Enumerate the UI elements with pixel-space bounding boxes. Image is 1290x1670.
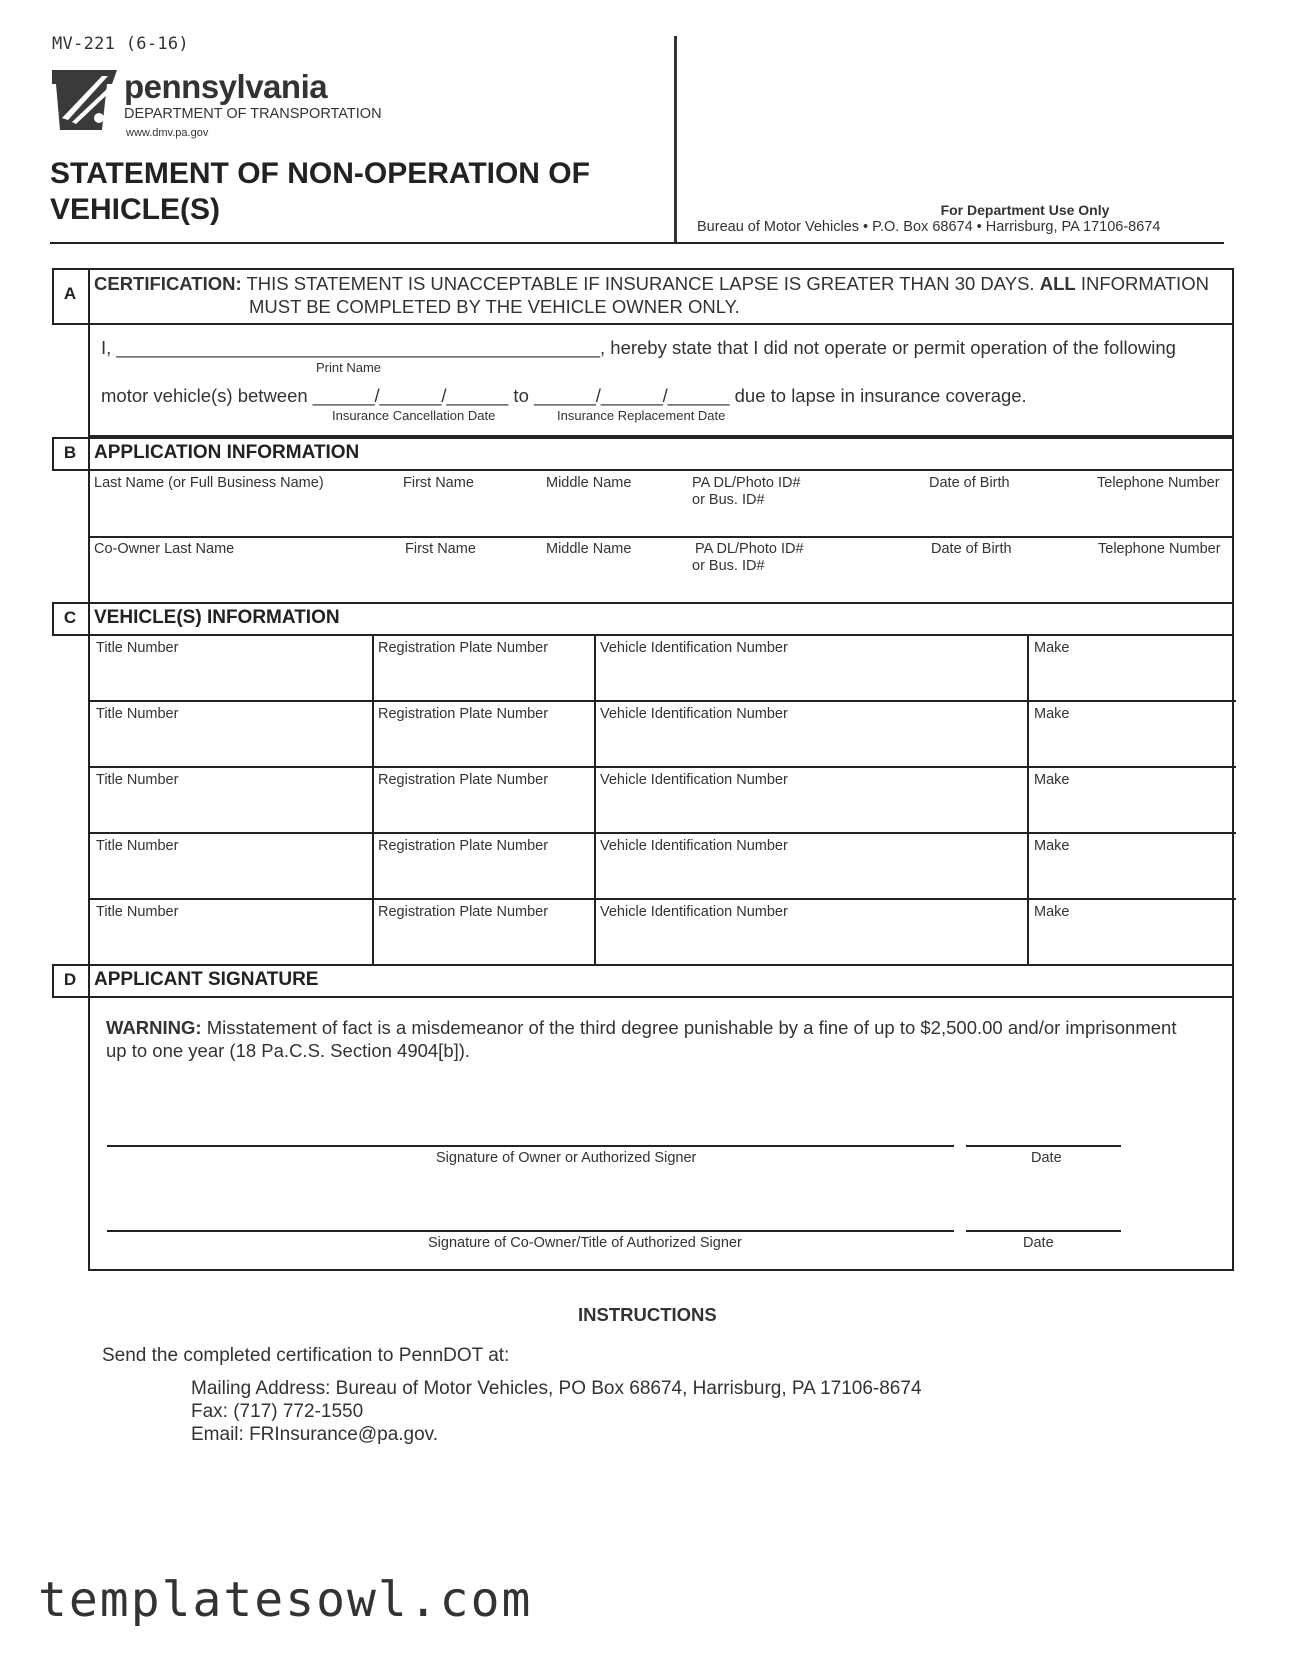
warning-label: WARNING: [106,1017,202,1038]
print-name-label: Print Name [316,360,382,375]
vin-column-divider [1027,634,1029,966]
section-b-letter: B [63,443,77,462]
instructions-email[interactable]: Email: FRInsurance@pa.gov. [191,1424,439,1445]
title-number-field[interactable]: Title Number [96,838,179,854]
section-a-divider [88,323,1234,325]
plate-number-field[interactable]: Registration Plate Number [378,838,549,854]
form-title [50,156,610,228]
owner-date-label: Date [1031,1150,1062,1166]
vin-field[interactable]: Vehicle Identification Number [600,838,788,854]
coowner-signature-label: Signature of Co-Owner/Title of Authorized Signer [428,1235,742,1251]
form-title-line1: STATEMENT OF NON-OPERATION OF [50,157,590,190]
brand-website: www.dmv.pa.gov [126,127,209,139]
coowner-date-label: Date [1023,1235,1054,1251]
certification-information: INFORMATION [1075,273,1209,294]
plate-column-divider [594,634,596,966]
section-c-right-border [1232,634,1234,966]
warning-text [106,1017,1176,1039]
form-title-line2: VEHICLE(S) [50,193,221,226]
vehicle-row-divider [88,766,1236,768]
coowner-date-line[interactable] [966,1230,1121,1232]
certification-body: THIS STATEMENT IS UNACCEPTABLE IF INSURANCE LAPSE IS GREATER THAN 30 DAYS. [241,273,1040,294]
coowner-dl-field[interactable]: PA DL/Photo ID# [695,541,804,557]
vehicle-row-divider [88,898,1236,900]
vehicle-row-divider [88,700,1236,702]
coowner-first-name-field[interactable]: First Name [405,541,476,557]
instructions-mailing: Mailing Address: Bureau of Motor Vehicles, PO Box 68674, Harrisburg, PA 17106-8674 [191,1378,922,1399]
title-number-field[interactable]: Title Number [96,706,179,722]
vehicle-row-divider [88,832,1236,834]
certification-text-line2: MUST BE COMPLETED BY THE VEHICLE OWNER ONLY. [249,296,740,317]
coowner-bus-id-label: or Bus. ID# [692,558,765,574]
penndot-keystone-logo [52,70,117,130]
statement-line2[interactable]: motor vehicle(s) between ______/______/______ to ______/______/______ due to lapse in insurance coverage. [101,385,1027,406]
brand-name: pennsylvania [124,68,328,105]
certification-all: ALL [1039,273,1076,294]
section-d-heading: APPLICANT SIGNATURE [94,969,319,990]
replacement-date-label: Insurance Replacement Date [557,408,726,423]
coowner-dob-field[interactable]: Date of Birth [931,541,1012,557]
make-field[interactable]: Make [1034,838,1070,854]
certification-text [94,273,1209,295]
section-c-left-border [88,634,90,966]
owner-signature-label: Signature of Owner or Authorized Signer [436,1150,697,1166]
owner-first-name-field[interactable]: First Name [403,475,474,491]
header-rule [50,242,1224,244]
department-use-label: For Department Use Only [940,202,1110,218]
make-field[interactable]: Make [1034,772,1070,788]
instructions-heading: INSTRUCTIONS [578,1304,717,1325]
owner-middle-name-field[interactable]: Middle Name [546,475,632,491]
section-a-letter: A [63,284,77,303]
cancellation-date-label: Insurance Cancellation Date [332,408,496,423]
warning-text-line2: up to one year (18 Pa.C.S. Section 4904[b]). [106,1040,471,1061]
coowner-phone-field[interactable]: Telephone Number [1098,541,1221,557]
vin-field[interactable]: Vehicle Identification Number [600,640,788,656]
owner-last-name-field[interactable]: Last Name (or Full Business Name) [94,475,324,491]
statement-line1[interactable]: I, _______________________________________________, hereby state that I did not operate or permit operation of the following [101,337,1176,358]
warning-body: Misstatement of fact is a misdemeanor of the third degree punishable by a fine of up to $2,500.00 and/or imprisonment [201,1017,1177,1038]
owner-date-line[interactable] [966,1145,1121,1147]
owner-phone-field[interactable]: Telephone Number [1097,475,1220,491]
section-d-letter: D [63,970,77,989]
section-c-letter: C [63,608,77,627]
watermark: templatesowl.com [38,1572,533,1628]
owner-signature-line[interactable] [107,1145,954,1147]
section-c-heading: VEHICLE(S) INFORMATION [94,607,340,628]
instructions-fax: Fax: (717) 772-1550 [191,1401,364,1422]
certification-label: CERTIFICATION: [94,273,242,294]
plate-number-field[interactable]: Registration Plate Number [378,904,549,920]
title-number-field[interactable]: Title Number [96,904,179,920]
vin-field[interactable]: Vehicle Identification Number [600,772,788,788]
owner-bus-id-label: or Bus. ID# [692,492,765,508]
bureau-address: Bureau of Motor Vehicles • P.O. Box 68674 • Harrisburg, PA 17106-8674 [697,219,1161,235]
title-number-field[interactable]: Title Number [96,772,179,788]
plate-number-field[interactable]: Registration Plate Number [378,772,549,788]
instructions-send: Send the completed certification to PennDOT at: [102,1345,510,1366]
title-column-divider [372,634,374,966]
plate-number-field[interactable]: Registration Plate Number [378,706,549,722]
coowner-last-name-field[interactable]: Co-Owner Last Name [94,541,235,557]
coowner-signature-line[interactable] [107,1230,954,1232]
make-field[interactable]: Make [1034,904,1070,920]
make-field[interactable]: Make [1034,640,1070,656]
section-b-heading: APPLICATION INFORMATION [94,442,360,463]
form-code: MV-221 (6-16) [52,34,189,54]
header-divider [674,36,677,242]
vin-field[interactable]: Vehicle Identification Number [600,706,788,722]
owner-dob-field[interactable]: Date of Birth [929,475,1010,491]
coowner-middle-name-field[interactable]: Middle Name [546,541,632,557]
plate-number-field[interactable]: Registration Plate Number [378,640,549,656]
brand-department: DEPARTMENT OF TRANSPORTATION [124,106,382,122]
title-number-field[interactable]: Title Number [96,640,179,656]
make-field[interactable]: Make [1034,706,1070,722]
owner-dl-field[interactable]: PA DL/Photo ID# [692,475,801,491]
vin-field[interactable]: Vehicle Identification Number [600,904,788,920]
section-b-row-divider [88,536,1234,538]
